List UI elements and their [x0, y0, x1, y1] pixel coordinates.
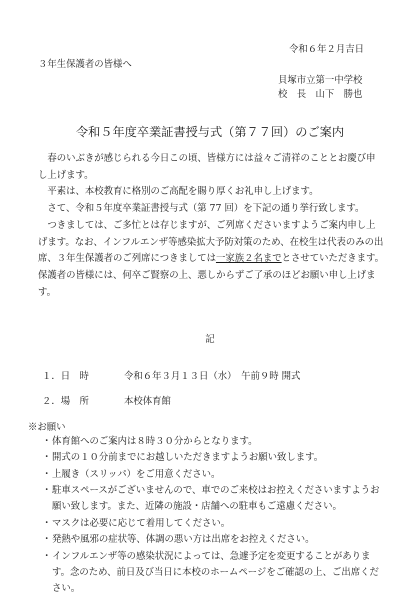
- list-item: ・ 上履き（スリッパ）をご用意ください。: [42, 467, 386, 483]
- bullet-icon: ・: [42, 534, 52, 546]
- list-item: ・ 発熱や風邪の症状等、体調の悪い方は出席をお控えください。: [42, 532, 386, 548]
- bullet-icon: ・: [42, 452, 52, 464]
- list-item: ・ 体育館へのご案内は８時３０分からとなります。: [42, 434, 386, 450]
- thanks-paragraph: 平素は、本校教育に格別のご高配を賜り厚くお礼申し上げます。: [47, 186, 319, 198]
- place-label: ２．場 所: [42, 396, 89, 407]
- request-paragraph: [38, 218, 384, 302]
- datetime-label: １．日 時: [42, 371, 89, 382]
- list-item: ・ 開式の１０分前までにお越しいただきますようお願い致します。: [42, 450, 386, 466]
- list-item: ・ 駐車スペースがございませんので、車でのご来校はお控えくださいますようお願い致します。また、近隣の施設・店舗への駐車もご遠慮ください。: [42, 483, 386, 516]
- attendance-limit: 一家族２名まで: [215, 253, 282, 265]
- detail-row-place: [42, 395, 171, 409]
- notes-list: [42, 434, 386, 598]
- datetime-value: 令和６年３月１３日（水） 午前９時 開式: [124, 371, 301, 382]
- document-title: 令和５年度卒業証書授与式（第７７回）のご案内: [75, 125, 345, 139]
- principal-name: 校 長 山下 勝也: [278, 89, 363, 100]
- request-text-after: とさせていただきます。保護者の皆様には、何卒ご賢察の上、悪しからずご了承のほどお願い申し上げます。: [38, 253, 384, 298]
- detail-row-datetime: [42, 370, 300, 384]
- letter-body: [38, 151, 384, 302]
- bullet-icon: ・: [42, 468, 52, 480]
- issue-date: 令和６年２月吉日: [288, 44, 364, 55]
- addressee: ３年生保護者の皆様へ: [38, 59, 132, 70]
- bullet-icon: ・: [42, 550, 52, 562]
- greeting-paragraph: 春のいぶきが感じられる今日この頃、皆様方には益々ご清祥のこととお慶び申し上げます。: [38, 153, 376, 181]
- place-value: 本校体育館: [124, 396, 171, 407]
- announcement-paragraph: さて、令和５年度卒業証書授与式（第 77 回）を下記の通り挙行致します。: [47, 203, 365, 215]
- bullet-icon: ・: [42, 485, 52, 497]
- list-item: ・ インフルエンザ等の感染状況によっては、急遽予定を変更することがあります。念のため、前日及び当日に本校のホームページをご確認の上、ご出席ください。: [42, 549, 386, 598]
- list-item: ・ マスクは必要に応じて着用してください。: [42, 516, 386, 532]
- bullet-icon: ・: [42, 436, 52, 447]
- notes-heading: ※お願い: [28, 422, 66, 433]
- school-name: 貝塚市立第一中学校: [278, 75, 363, 86]
- ki-heading: 記: [205, 334, 215, 345]
- bullet-icon: ・: [42, 517, 52, 529]
- request-text-before: つきましては、ご多忙とは存じますが、ご列席くださいますようご案内申し上げます。なお、インフルエンザ等感染拡大予防対策のため、在校生は代表のみの出席、３年生保護者のご列席につきましては: [38, 219, 384, 265]
